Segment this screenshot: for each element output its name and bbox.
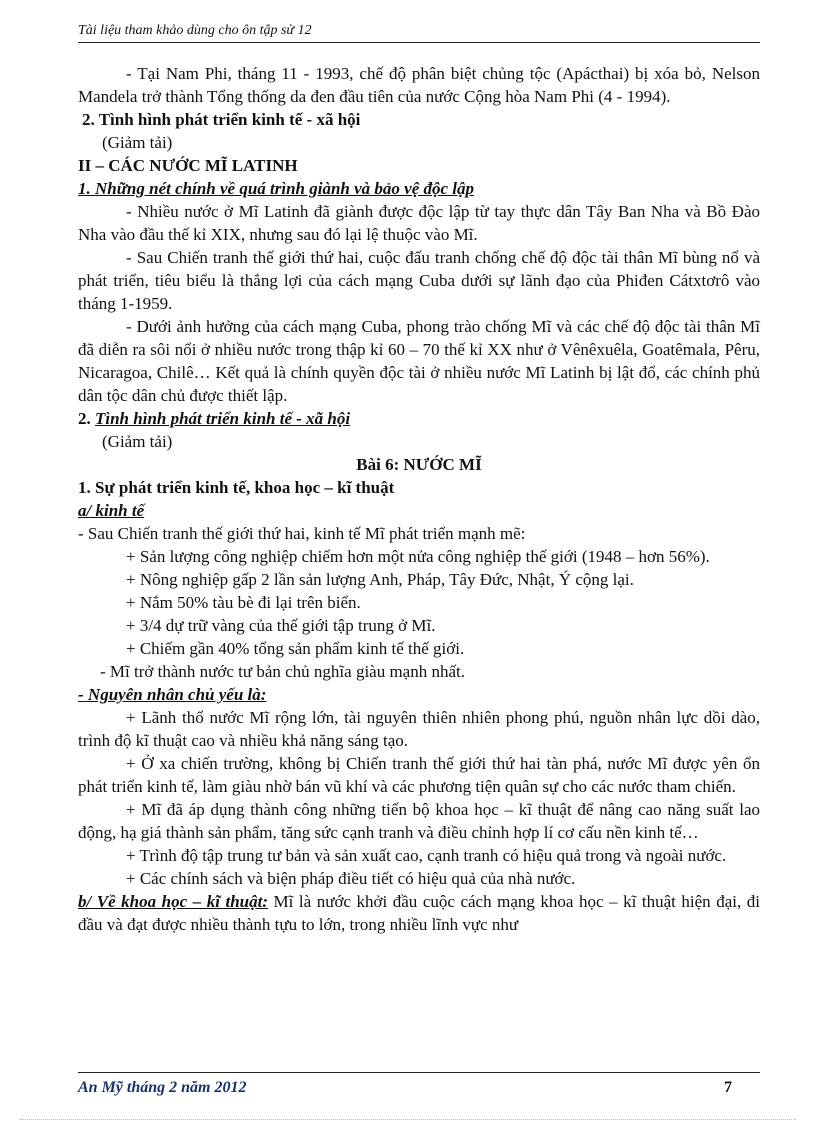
section-heading: 1. Những nét chính về quá trình giành và bảo vệ độc lập bbox=[78, 179, 475, 198]
list-item: + Trình độ tập trung tư bản và sản xuất cao, cạnh tranh có hiệu quả trong và ngoài nước. bbox=[126, 846, 727, 865]
paragraph: - Sau Chiến tranh thế giới thứ hai, kinh tế Mĩ phát triển mạnh mẽ: bbox=[78, 524, 526, 543]
list-item: + Các chính sách và biện pháp điều tiết có hiệu quả của nhà nước. bbox=[126, 869, 576, 888]
lesson-title: Bài 6: NƯỚC MĨ bbox=[356, 455, 482, 474]
list-item: + Lãnh thổ nước Mĩ rộng lớn, tài nguyên thiên nhiên phong phú, nguồn nhân lực dồi dào, trình độ kĩ thuật cao và nhiều khả năng sáng tạo. bbox=[78, 708, 760, 750]
section-title: Tình hình phát triển kinh tế - xã hội bbox=[95, 409, 351, 428]
subsection-heading: - Nguyên nhân chủ yếu là: bbox=[78, 685, 267, 704]
section-heading: 2. Tình hình phát triển kinh tế - xã hội bbox=[82, 110, 361, 129]
list-item: + 3/4 dự trữ vàng của thế giới tập trung ở Mĩ. bbox=[126, 616, 436, 635]
list-item: + Nắm 50% tàu bè đi lại trên biển. bbox=[126, 593, 361, 612]
page-footer bbox=[78, 1072, 760, 1097]
section-number: 2. bbox=[78, 409, 91, 428]
page-number: 7 bbox=[724, 1079, 732, 1096]
paragraph: - Tại Nam Phi, tháng 11 - 1993, chế độ phân biệt chủng tộc (Apácthai) bị xóa bỏ, Nelson Mandela trở thành Tổng thống da đen đầu tiên của nước Cộng hòa Nam Phi (4 - 1994). bbox=[78, 64, 760, 106]
paragraph: - Nhiều nước ở Mĩ Latinh đã giành được độc lập từ tay thực dân Tây Ban Nha và Bồ Đào Nha vào đầu thế kỉ XIX, nhưng sau đó lại lệ thuộc vào Mĩ. bbox=[78, 202, 760, 244]
section-heading bbox=[78, 407, 760, 430]
chapter-heading: II – CÁC NƯỚC MĨ LATINH bbox=[78, 156, 298, 175]
footer-author: An Mỹ tháng 2 năm 2012 bbox=[78, 1079, 247, 1096]
paragraph bbox=[78, 890, 760, 936]
subsection-heading: a/ kinh tế bbox=[78, 501, 145, 520]
list-item: + Chiếm gần 40% tổng sản phẩm kinh tế thế giới. bbox=[126, 639, 465, 658]
page-header: Tài liệu tham khảo dùng cho ôn tập sử 12 bbox=[78, 22, 760, 43]
paragraph-text: Mĩ là nước khởi đầu cuộc cách mạng khoa học – kĩ thuật hiện đại, đi đầu và đạt được nhiều thành tựu to lớn, trong nhiều lĩnh vực như bbox=[78, 892, 760, 934]
paragraph: - Dưới ảnh hưởng của cách mạng Cuba, phong trào chống Mĩ và các chế độ độc tài thân Mĩ đã diễn ra sôi nổi ở nhiều nước trong thập kỉ 60 – 70 thế kỉ XX như ở Vênêxuêla, Goatêmala, Pêru, Nicaragoa, Chilê… Kết quả là chính quyền độc tài ở nhiều nước Mĩ Latinh bị lật đổ, các chính phủ dân tộc dân chủ được thiết lập. bbox=[78, 317, 760, 405]
document-body bbox=[78, 62, 760, 936]
paragraph: (Giảm tải) bbox=[102, 432, 173, 451]
list-item: + Nông nghiệp gấp 2 lần sản lượng Anh, Pháp, Tây Đức, Nhật, Ý cộng lại. bbox=[126, 570, 634, 589]
list-item: + Mĩ đã áp dụng thành công những tiến bộ khoa học – kĩ thuật để nâng cao năng suất lao động, hạ giá thành sản phẩm, tăng sức cạnh tranh và điều chỉnh hợp lí cơ cấu nền kinh tế… bbox=[78, 800, 760, 842]
subsection-heading: b/ Về khoa học – kĩ thuật: bbox=[78, 892, 269, 911]
section-heading: 1. Sự phát triển kinh tế, khoa học – kĩ thuật bbox=[78, 478, 395, 497]
list-item: + Sản lượng công nghiệp chiếm hơn một nửa công nghiệp thế giới (1948 – hơn 56%). bbox=[126, 547, 710, 566]
paragraph: - Mĩ trở thành nước tư bản chủ nghĩa giàu mạnh nhất. bbox=[100, 662, 465, 681]
paragraph: (Giảm tải) bbox=[102, 133, 173, 152]
list-item: + Ở xa chiến trường, không bị Chiến tranh thế giới thứ hai tàn phá, nước Mĩ được yên ổn phát triển kinh tế, làm giàu nhờ bán vũ khí và các phương tiện quân sự cho các nước tham chiến. bbox=[78, 754, 760, 796]
paragraph: - Sau Chiến tranh thế giới thứ hai, cuộc đấu tranh chống chế độ độc tài thân Mĩ bùng nổ và phát triển, tiêu biểu là thắng lợi của cách mạng Cuba dưới sự lãnh đạo của Phiđen Cátxtơrô vào tháng 1-1959. bbox=[78, 248, 760, 313]
page-bottom-divider bbox=[20, 1119, 796, 1120]
